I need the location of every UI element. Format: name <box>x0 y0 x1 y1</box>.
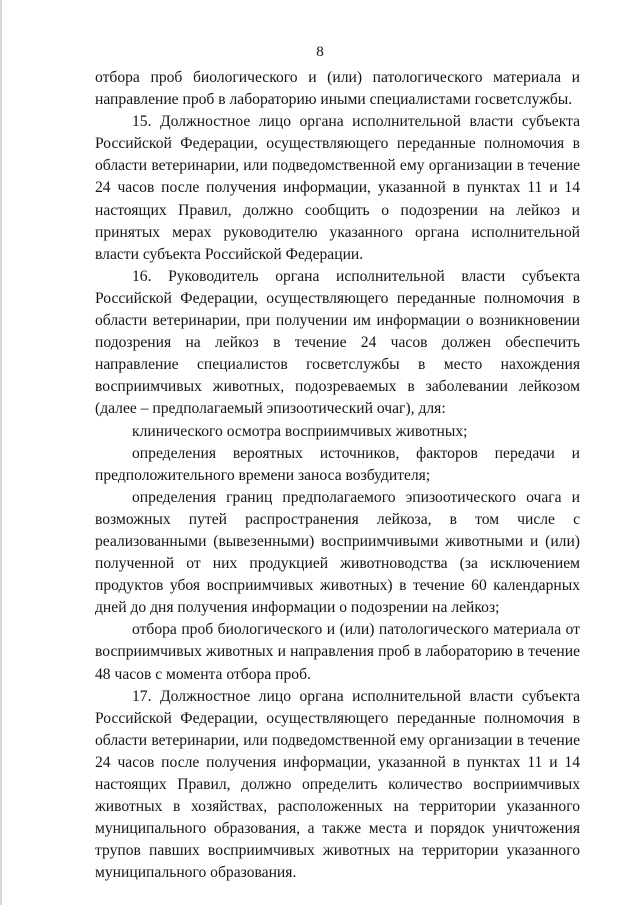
paragraph-subitem-boundaries: определения границ предполагаемого эпизоотического очага и возможных путей распространения лейкоза, в том числе с реализованными (вывезенными) восприимчивыми животными и (или) полученной от них продукцией животноводства (за исключением продуктов убоя восприимчивых животных) в течение 60 календарных дней до дня получения информации о подозрении на лейкоз; <box>95 488 580 617</box>
page-number: 8 <box>316 44 324 60</box>
scan-edge <box>0 0 2 905</box>
document-body <box>95 67 580 884</box>
paragraph-item-16: 16. Руководитель органа исполнительной власти субъекта Российской Федерации, осуществляющего переданные полномочия в области ветеринарии, при получении им информации о возникновении подозрения на лейкоз в течение 24 часов должен обеспечить направление специалистов госветслужбы в место нахождения восприимчивых животных, подозреваемых в заболевании лейкозом (далее – предполагаемый эпизоотический очаг), для: <box>95 267 580 418</box>
paragraph-continuation: отбора проб биологического и (или) патологического материала и направление проб в лабораторию иными специалистами госветслужбы. <box>95 69 580 109</box>
paragraph-item-15: 15. Должностное лицо органа исполнительной власти субъекта Российской Федерации, осуществляющего переданные полномочия в области ветеринарии, или подведомственной ему организации в течение 24 часов после получения информации, указанной в пунктах 11 и 14 настоящих Правил, должно сообщить о подозрении на лейкоз и принятых мерах руководителю указанного органа исполнительной власти субъекта Российской Федерации. <box>95 113 580 263</box>
paragraph-subitem-sources: определения вероятных источников, факторов передачи и предположительного времени заноса возбудителя; <box>95 444 580 484</box>
paragraph-subitem-clinical-exam: клинического осмотра восприимчивых животных; <box>132 422 468 440</box>
paragraph-subitem-sampling: отбора проб биологического и (или) патологического материала от восприимчивых животных и направления проб в лабораторию в течение 48 часов с момента отбора проб. <box>95 621 580 683</box>
paragraph-item-17: 17. Должностное лицо органа исполнительной власти субъекта Российской Федерации, осуществляющего переданные полномочия в области ветеринарии, или подведомственной ему организации в течение 24 часов после получения информации, указанной в пунктах 11 и 14 настоящих Правил, должно определить количество восприимчивых животных в хозяйствах, расположенных на территории указанного муниципального образования, а также места и порядок уничтожения трупов павших восприимчивых животных на территории указанного муниципального образования. <box>95 687 580 882</box>
